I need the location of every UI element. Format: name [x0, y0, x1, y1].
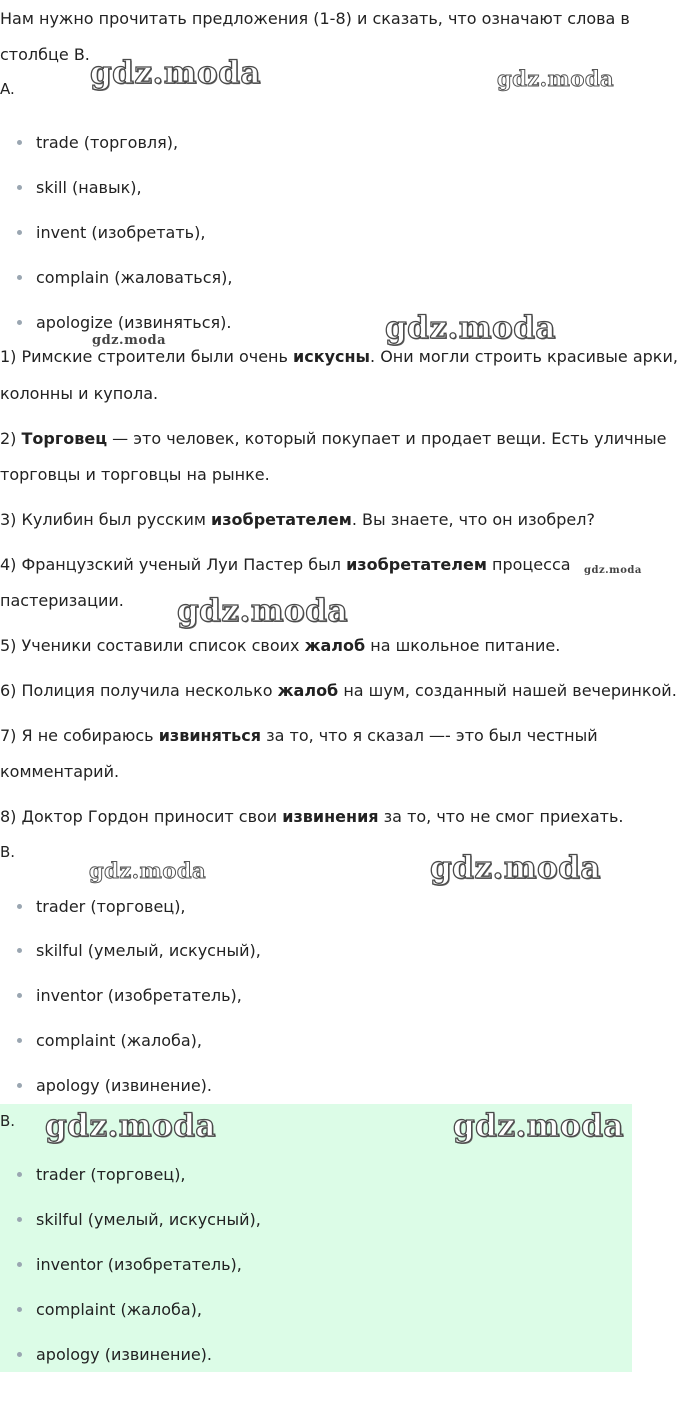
list-item-text: skill (навык), — [36, 178, 142, 197]
sentence-text: за то, что я сказал —- это был честный — [261, 726, 598, 745]
list-item — [17, 177, 142, 199]
sentence-text: 5) Ученики составили список своих — [0, 636, 305, 655]
watermark-logo: gdz.moda — [89, 858, 207, 883]
sentence-4 — [0, 554, 571, 576]
list-item-text: apology (извинение). — [36, 1345, 213, 1364]
list-item-text: complain (жаловаться), — [36, 268, 233, 287]
list-item — [17, 1254, 242, 1276]
list-item — [17, 940, 261, 962]
list-item-text: apologize (извиняться). — [36, 313, 232, 332]
sentence-1-line-2: колонны и купола. — [0, 384, 159, 403]
sentence-text: 1) Римские строители были очень — [0, 347, 294, 366]
list-item — [17, 896, 186, 918]
sentence-5 — [0, 635, 560, 657]
sentence-8 — [0, 806, 624, 828]
bullet-icon — [17, 140, 22, 145]
sentence-text: за то, что не смог приехать. — [378, 807, 624, 826]
list-item-text: apology (извинение). — [36, 1076, 213, 1095]
watermark-logo: gdz.moda — [584, 565, 642, 576]
sentence-2 — [0, 428, 667, 450]
watermark-logo: gdz.moda — [177, 593, 348, 629]
list-item — [17, 267, 232, 289]
sentence-4-line-2: пастеризации. — [0, 591, 124, 610]
bullet-icon — [17, 904, 22, 909]
sentence-3 — [0, 509, 595, 531]
sentence-text: на шум, созданный нашей вечеринкой. — [338, 681, 677, 700]
intro-line-2: столбце В. — [0, 45, 90, 64]
bullet-icon — [17, 1262, 22, 1267]
bullet-icon — [17, 185, 22, 190]
watermark-logo: gdz.moda — [385, 310, 556, 346]
sentence-text: 3) Кулибин был русским — [0, 510, 212, 529]
sentence-keyword: искусны — [293, 347, 371, 366]
list-item-text: complaint (жалоба), — [36, 1031, 202, 1050]
sentence-text: — это человек, который покупает и продает вещи. Есть уличные — [107, 429, 667, 448]
sentence-keyword: изобретателем — [211, 510, 352, 529]
sentence-text: на школьное питание. — [365, 636, 561, 655]
watermark-logo: gdz.moda — [45, 1108, 216, 1144]
highlighted-answer-block — [0, 1104, 632, 1372]
list-item — [17, 312, 231, 334]
sentence-text: . Вы знаете, что он изобрел? — [351, 510, 595, 529]
list-item — [17, 1344, 212, 1366]
sentence-keyword: жалоб — [304, 636, 366, 655]
bullet-icon — [17, 1307, 22, 1312]
sentence-text: . Они могли строить красивые арки, — [370, 347, 678, 366]
intro-line-1: Нам нужно прочитать предложения (1-8) и сказать, что означают слова в — [0, 9, 630, 28]
list-item-text: inventor (изобретатель), — [36, 1255, 242, 1274]
sentence-keyword: жалоб — [277, 681, 339, 700]
sentence-text: процесса — [486, 555, 571, 574]
sentence-7 — [0, 725, 598, 747]
watermark-logo: gdz.moda — [497, 66, 615, 91]
list-item-text: trader (торговец), — [36, 1165, 186, 1184]
bullet-icon — [17, 1217, 22, 1222]
sentence-text: 6) Полиция получила несколько — [0, 681, 278, 700]
section-a-label: A. — [0, 80, 15, 98]
list-item-text: trader (торговец), — [36, 897, 186, 916]
bullet-icon — [17, 1352, 22, 1357]
list-item-text: invent (изобретать), — [36, 223, 206, 242]
list-item — [17, 1299, 202, 1321]
bullet-icon — [17, 1083, 22, 1088]
bullet-icon — [17, 1172, 22, 1177]
sentence-text: 4) Французский ученый Луи Пастер был — [0, 555, 347, 574]
watermark-logo: gdz.moda — [430, 850, 601, 886]
bullet-icon — [17, 993, 22, 998]
sentence-text: 7) Я не собираюсь — [0, 726, 159, 745]
bullet-icon — [17, 1038, 22, 1043]
list-item-text: trade (торговля), — [36, 133, 179, 152]
sentence-7-line-2: комментарий. — [0, 762, 120, 781]
highlight-section-b-label: B. — [0, 1112, 16, 1130]
watermark-logo: gdz.moda — [90, 55, 261, 91]
sentence-keyword: извиняться — [158, 726, 262, 745]
list-item-text: complaint (жалоба), — [36, 1300, 202, 1319]
list-item — [17, 1075, 212, 1097]
list-item-text: inventor (изобретатель), — [36, 986, 242, 1005]
sentence-6 — [0, 680, 677, 702]
list-item — [17, 985, 242, 1007]
list-item — [17, 1030, 202, 1052]
list-item-text: skilful (умелый, искусный), — [36, 1210, 261, 1229]
bullet-icon — [17, 275, 22, 280]
bullet-icon — [17, 320, 22, 325]
sentence-keyword: Торговец — [21, 429, 108, 448]
sentence-1 — [0, 346, 678, 368]
watermark-logo: gdz.moda — [453, 1108, 624, 1144]
bullet-icon — [17, 230, 22, 235]
list-item — [17, 132, 178, 154]
watermark-logo: gdz.moda — [92, 333, 167, 348]
sentence-keyword: извинения — [282, 807, 379, 826]
bullet-icon — [17, 948, 22, 953]
list-item — [17, 1164, 186, 1186]
sentence-2-line-2: торговцы и торговцы на рынке. — [0, 465, 270, 484]
section-b-label: B. — [0, 843, 16, 861]
sentence-text: 8) Доктор Гордон приносит свои — [0, 807, 283, 826]
list-item — [17, 222, 205, 244]
list-item-text: skilful (умелый, искусный), — [36, 941, 261, 960]
sentence-keyword: изобретателем — [346, 555, 487, 574]
sentence-text: 2) — [0, 429, 22, 448]
list-item — [17, 1209, 261, 1231]
